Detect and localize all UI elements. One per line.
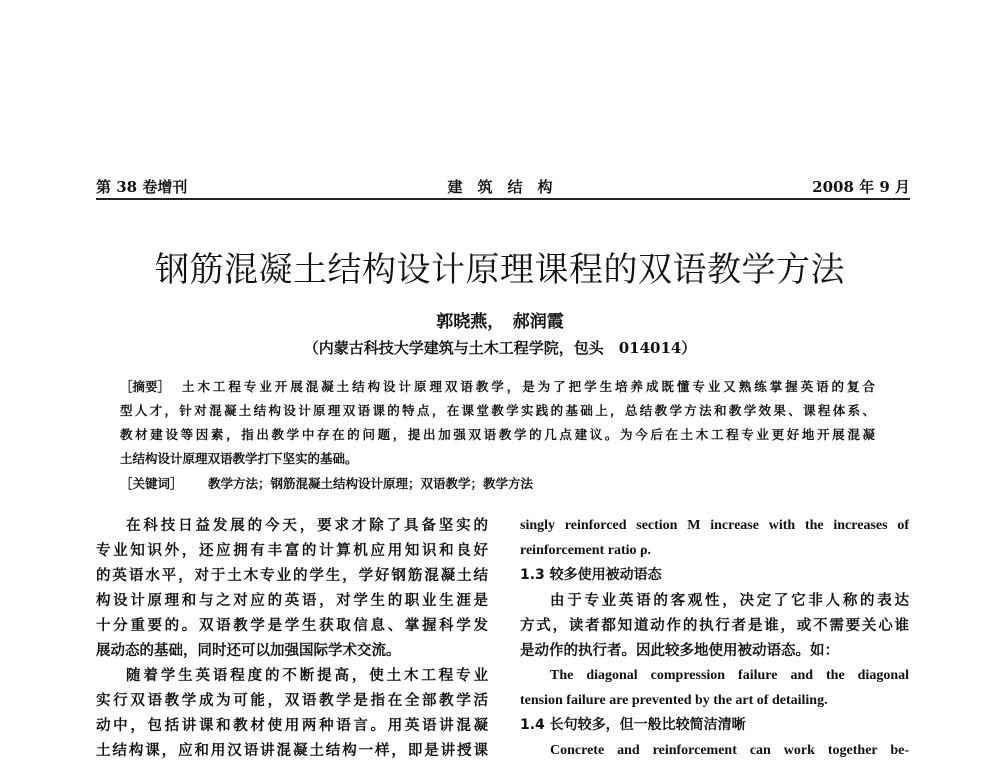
abstract-line: 型人才，针对混凝土结构设计原理双语课的特点，在课堂教学实践的基础上，总结教学方法和教学效果、课程体系、: [120, 403, 875, 418]
section-heading-1-3: 1.3 较多使用被动语态: [520, 567, 662, 583]
abstract-label: ［摘要］: [120, 379, 171, 394]
english-line: The diagonal compression failure and the diagonal: [550, 668, 909, 683]
article-title: 钢筋混凝土结构设计原理课程的双语教学方法: [155, 250, 845, 290]
paragraph-line: 是动作的执行者。因此较多地使用被动语态。如：: [520, 642, 839, 659]
paragraph-line: 展动态的基础，同时还可以加强国际学术交流。: [96, 642, 401, 659]
journal-volume: 第 38 卷增刊: [96, 178, 188, 196]
paragraph-line: 土结构课，应和用汉语讲混凝土结构一样，即是讲授课: [96, 742, 488, 759]
abstract-line: 教材建设等因素，指出教学中存在的问题，提出加强双语教学的几点建议。为今后在土木工程专业更好地开展混凝: [120, 427, 875, 442]
english-line: tension failure are prevented by the art of detailing.: [520, 693, 828, 708]
english-line: Concrete and reinforcement can work together be-: [550, 743, 909, 758]
journal-name: 建 筑 结 构: [447, 178, 553, 196]
paragraph-line: 十分重要的。双语教学是学生获取信息、掌握科学发: [96, 617, 488, 634]
paragraph-line: 动中，包括讲课和教材使用两种语言。用英语讲混凝: [96, 717, 488, 734]
paragraph-line: 方式，读者都知道动作的执行者是谁，或不需要关心谁: [520, 617, 909, 634]
paragraph-line: 实行双语教学成为可能，双语教学是指在全部教学活: [96, 692, 488, 709]
keywords-label: ［关键词］: [120, 476, 183, 491]
section-heading-1-4: 1.4 长句较多，但一般比较简洁清晰: [520, 717, 746, 733]
authors: 郭晓燕， 郝润霞: [436, 312, 564, 332]
abstract-line: 土结构设计原理双语教学打下坚实的基础。: [120, 451, 358, 466]
journal-date: 2008 年 9 月: [812, 178, 910, 196]
header-rule: [96, 198, 910, 200]
paragraph-line: 专业知识外，还应拥有丰富的计算机应用知识和良好: [96, 542, 488, 559]
affiliation: （内蒙古科技大学建筑与土木工程学院，包头 014014）: [303, 339, 697, 357]
abstract-line: 土木工程专业开展混凝土结构设计原理双语教学，是为了把学生培养成既懂专业又熟练掌握英语的复合: [182, 379, 875, 394]
paragraph-line: 在科技日益发展的今天，要求才除了具备坚实的: [126, 517, 488, 534]
paragraph-line: 构设计原理和与之对应的英语，对学生的职业生涯是: [96, 592, 488, 609]
right-column: [520, 513, 909, 763]
left-column: [96, 513, 488, 763]
english-line: singly reinforced section M increase with the increases of: [520, 518, 909, 533]
paragraph-line: 由于专业英语的客观性，决定了它非人称的表达: [550, 592, 909, 609]
english-line: reinforcement ratio ρ.: [520, 543, 651, 558]
paragraph-line: 随着学生英语程度的不断提高，使土木工程专业: [126, 667, 488, 684]
keywords: 教学方法；钢筋混凝土结构设计原理；双语教学；教学方法: [208, 476, 534, 491]
paragraph-line: 的英语水平，对于土木专业的学生，学好钢筋混凝土结: [96, 567, 488, 584]
